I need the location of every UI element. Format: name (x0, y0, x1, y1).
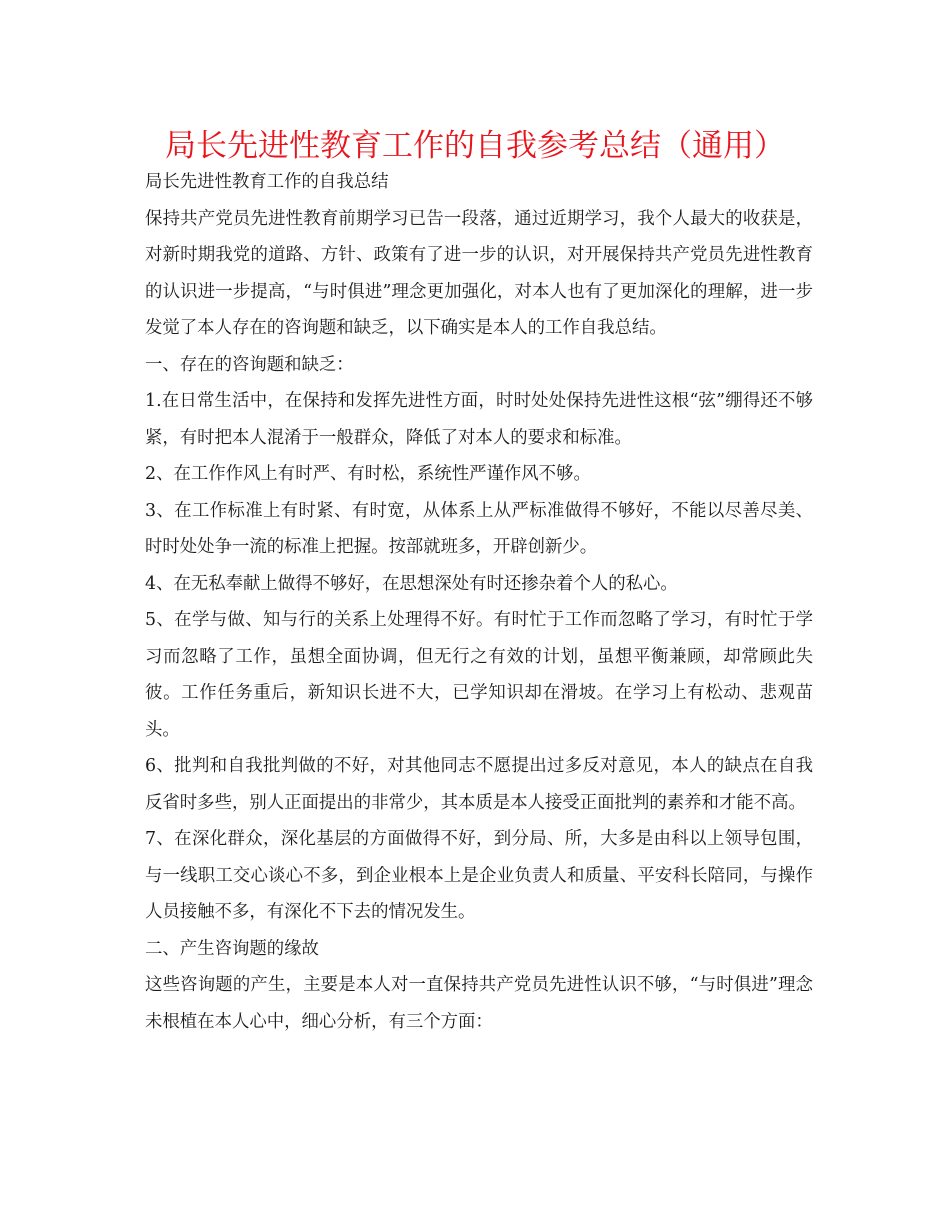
list-item-2: 2、在工作作风上有时严、有时松，系统性严谨作风不够。 (145, 464, 591, 484)
list-item-5: 5、在学与做、知与行的关系上处理得不好。有时忙于工作而忽略了学习，有时忙于学习而忽略了工作，虽想全面协调，但无行之有效的计划，虽想平衡兼顾，却常顾此失彼。工作任务重后，新知识长进不大，已学知识却在滑坡。在学习上有松动、悲观苗头。 (145, 610, 813, 740)
section-heading-causes: 二、产生咨询题的缘故 (145, 938, 319, 959)
list-item-6: 6、批判和自我批判做的不好，对其他同志不愿提出过多反对意见，本人的缺点在自我反省时多些，别人正面提出的非常少，其本质是本人接受正面批判的素养和才能不高。 (145, 756, 813, 813)
document-title: 局长先进性教育工作的自我参考总结（通用） (165, 128, 785, 164)
section-heading-problems: 一、存在的咨询题和缺乏： (145, 354, 354, 375)
subtitle-paragraph: 局长先进性教育工作的自我总结 (145, 172, 389, 192)
document-body (145, 164, 813, 1040)
list-item-4: 4、在无私奉献上做得不够好，在思想深处有时还掺杂着个人的私心。 (145, 573, 678, 594)
list-item-1: 1.在日常生活中，在保持和发挥先进性方面，时时处处保持先进性这根“弦”绷得还不够紧，有时把本人混淆于一般群众，降低了对本人的要求和标准。 (145, 391, 813, 448)
list-item-3: 3、在工作标准上有时紧、有时宽，从体系上从严标准做得不够好，不能以尽善尽美、时时处处争一流的标准上把握。按部就班多，开辟创新少。 (145, 500, 813, 557)
causes-paragraph: 这些咨询题的产生，主要是本人对一直保持共产党员先进性认识不够，“与时俱进”理念未根植在本人心中，细心分析，有三个方面： (145, 975, 813, 1032)
intro-paragraph: 保持共产党员先进性教育前期学习已告一段落，通过近期学习，我个人最大的收获是，对新时期我党的道路、方针、政策有了进一步的认识，对开展保持共产党员先进性教育的认识进一步提高，“与时俱进”理念更加强化，对本人也有了更加深化的理解，进一步发觉了本人存在的咨询题和缺乏，以下确实是本人的工作自我总结。 (145, 208, 813, 338)
list-item-7: 7、在深化群众，深化基层的方面做得不好，到分局、所，大多是由科以上领导包围，与一线职工交心谈心不多，到企业根本上是企业负责人和质量、平安科长陪同，与操作人员接触不多，有深化不下去的情况发生。 (145, 829, 813, 922)
